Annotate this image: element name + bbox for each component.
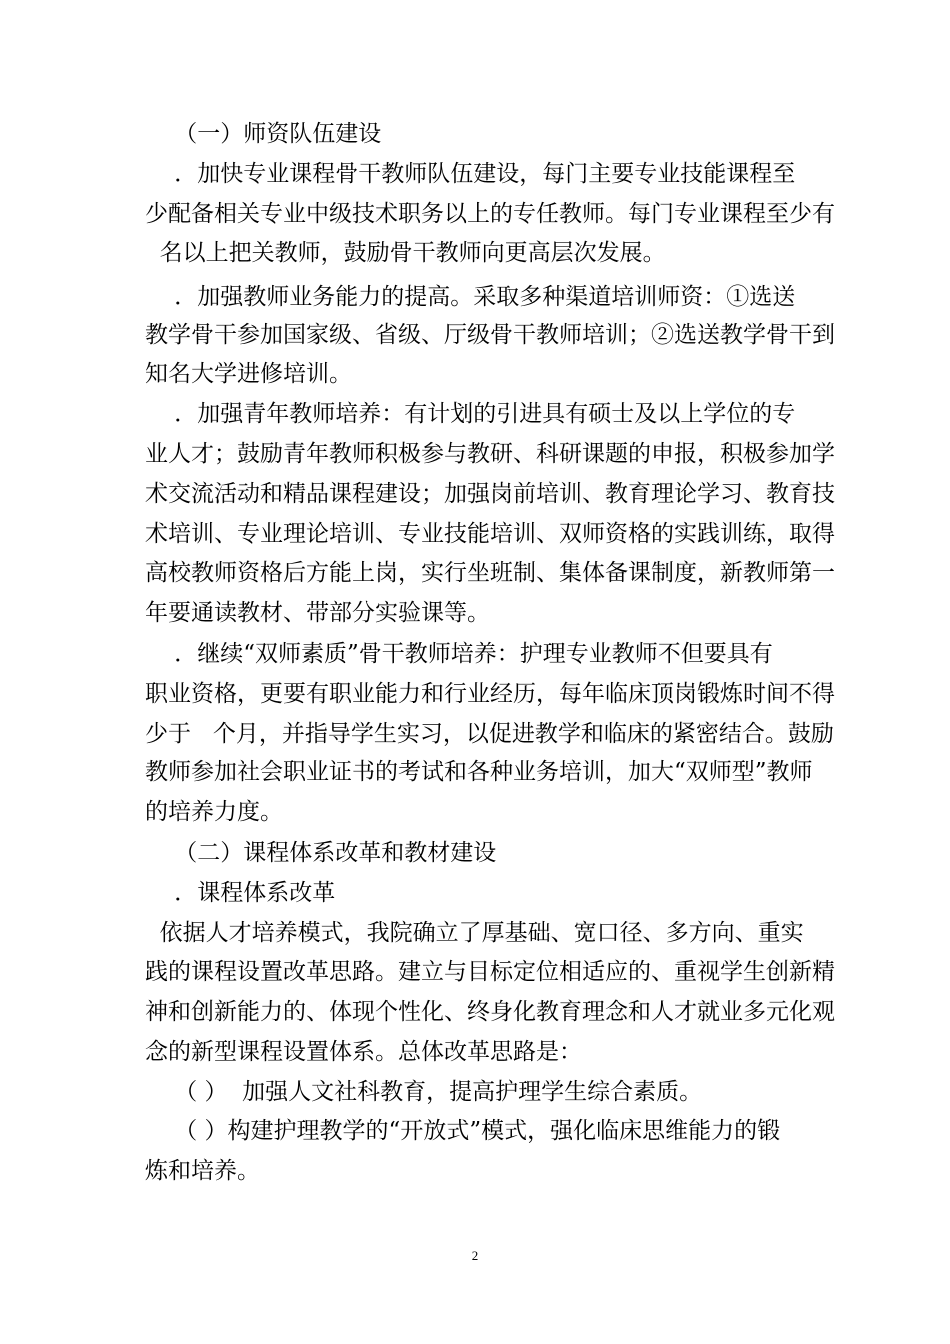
text-line: 名以上把关教师，鼓励骨干教师向更高层次发展。 xyxy=(145,240,666,266)
text-line: 践的课程设置改革思路。建立与目标定位相适应的、重视学生创新精 xyxy=(145,959,835,985)
text-line: 知名大学进修培训。 xyxy=(145,361,352,387)
text-line: 术培训、专业理论培训、专业技能培训、双师资格的实践训练，取得 xyxy=(145,521,835,547)
text-line: 术交流活动和精品课程建设；加强岗前培训、教育理论学习、教育技 xyxy=(145,481,835,507)
text-line: 教学骨干参加国家级、省级、厅级骨干教师培训；②选送教学骨干到 xyxy=(145,322,835,348)
text-line: 职业资格，更要有职业能力和行业经历，每年临床顶岗锻炼时间不得 xyxy=(145,681,835,707)
text-line: 的培养力度。 xyxy=(145,799,283,825)
text-line: 神和创新能力的、体现个性化、终身化教育理念和人才就业多元化观 xyxy=(145,999,835,1025)
text-line: 少配备相关专业中级技术职务以上的专任教师。每门专业课程至少有 xyxy=(145,201,835,227)
page-number: 2 xyxy=(471,1248,479,1263)
text-line: 念的新型课程设置体系。总体改革思路是： xyxy=(145,1039,582,1065)
text-line: （ ）构建护理教学的“开放式”模式，强化临床思维能力的锻 xyxy=(145,1118,781,1144)
text-line: 教师参加社会职业证书的考试和各种业务培训，加大“双师型”教师 xyxy=(145,759,813,785)
text-line: （ ） 加强人文社科教育，提高护理学生综合素质。 xyxy=(145,1079,703,1105)
text-line: 业人才；鼓励青年教师积极参与教研、科研课题的申报，积极参加学 xyxy=(145,441,835,467)
text-line: 高校教师资格后方能上岗，实行坐班制、集体备课制度，新教师第一 xyxy=(145,560,835,586)
text-line: 炼和培养。 xyxy=(145,1158,260,1184)
text-line: 少于 个月，并指导学生实习，以促进教学和临床的紧密结合。鼓励 xyxy=(145,721,834,747)
text-line: ．继续“双师素质”骨干教师培养：护理专业教师不但要具有 xyxy=(145,641,773,667)
section-heading-1: （一）师资队伍建设 xyxy=(145,121,382,147)
subsection-heading: ．课程体系改革 xyxy=(145,880,336,906)
section-heading-2: （二）课程体系改革和教材建设 xyxy=(145,840,497,866)
text-line: ．加强教师业务能力的提高。采取多种渠道培训师资：①选送 xyxy=(145,284,796,310)
text-line: ．加快专业课程骨干教师队伍建设，每门主要专业技能课程至 xyxy=(145,161,796,187)
text-line: 依据人才培养模式，我院确立了厚基础、宽口径、多方向、重实 xyxy=(145,920,804,946)
text-line: ．加强青年教师培养：有计划的引进具有硕士及以上学位的专 xyxy=(145,401,796,427)
text-line: 年要通读教材、带部分实验课等。 xyxy=(145,600,490,626)
